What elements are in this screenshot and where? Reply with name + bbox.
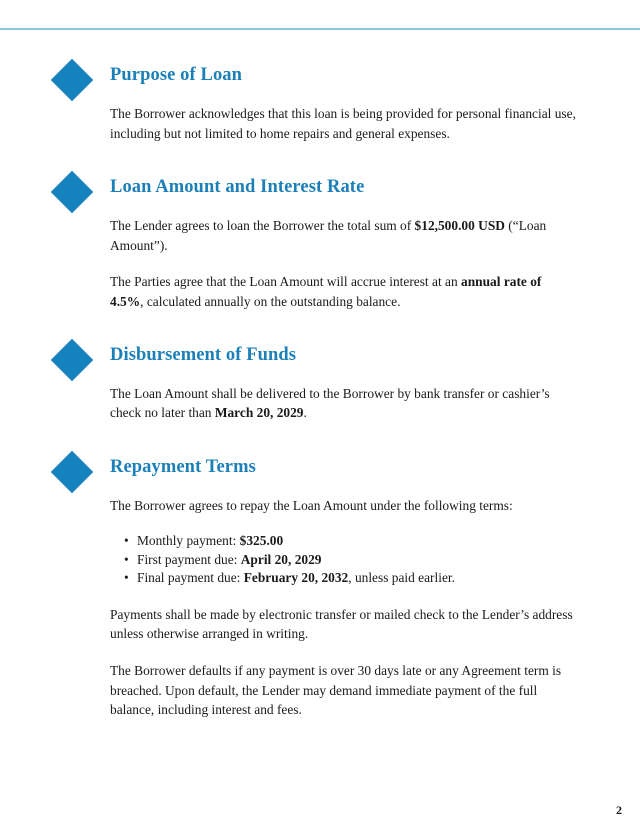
document-content [0, 58, 640, 720]
diamond-bullet-icon [51, 59, 93, 101]
list-bullet-icon: • [124, 570, 129, 586]
section-header [110, 58, 578, 104]
diamond-bullet-icon [51, 338, 93, 380]
section-spacer [0, 143, 640, 170]
paragraph: The Borrower defaults if any payment is over 30 days late or any Agreement term is breached. Upon default, the Lender may demand immediate payment of the full balance, including interest and fees. [110, 663, 562, 718]
repayment-terms-list [110, 532, 578, 588]
section-repayment-terms [0, 450, 640, 720]
section-header [110, 170, 578, 216]
section-loan-amount-and-interest-rate [0, 170, 640, 311]
section-title: Loan Amount and Interest Rate [110, 177, 365, 198]
list-bullet-icon: • [124, 551, 129, 567]
section-title: Purpose of Loan [110, 65, 243, 85]
section-purpose-of-loan [0, 58, 640, 143]
section-disbursement-of-funds [0, 338, 640, 423]
section-header [110, 338, 578, 384]
list-item-text: Monthly payment: $325.00 [137, 533, 284, 549]
section-spacer [0, 423, 640, 450]
section-spacer [0, 312, 640, 338]
diamond-bullet-icon [51, 451, 93, 493]
section-header [110, 450, 578, 496]
diamond-bullet-icon [51, 171, 93, 213]
paragraph: The Borrower acknowledges that this loan is being provided for personal financial use, including but not limited to home repairs and general expenses. [110, 106, 576, 141]
paragraph: The Loan Amount shall be delivered to the Borrower by bank transfer or cashier’s check no later than March 20, 2029. [110, 385, 550, 421]
paragraph: The Borrower agrees to repay the Loan Amount under the following terms: [110, 497, 513, 513]
list-item-text: First payment due: April 20, 2029 [137, 551, 322, 567]
section-title: Repayment Terms [110, 456, 256, 477]
list-item [124, 551, 578, 570]
paragraph: The Lender agrees to loan the Borrower the total sum of $12,500.00 USD (“Loan Amount”). [110, 218, 547, 253]
header-divider [0, 28, 640, 30]
paragraph: The Parties agree that the Loan Amount will accrue interest at an annual rate of 4.5%, calculated annually on the outstanding balance. [110, 274, 542, 309]
section-title: Disbursement of Funds [110, 344, 297, 365]
list-bullet-icon: • [124, 533, 129, 549]
paragraph: Payments shall be made by electronic transfer or mailed check to the Lender’s address unless otherwise arranged in writing. [110, 606, 573, 642]
list-item-text: Final payment due: February 20, 2032, unless paid earlier. [137, 570, 455, 586]
list-item [124, 532, 578, 551]
list-item [124, 569, 578, 588]
page-number: 2 [616, 803, 622, 817]
